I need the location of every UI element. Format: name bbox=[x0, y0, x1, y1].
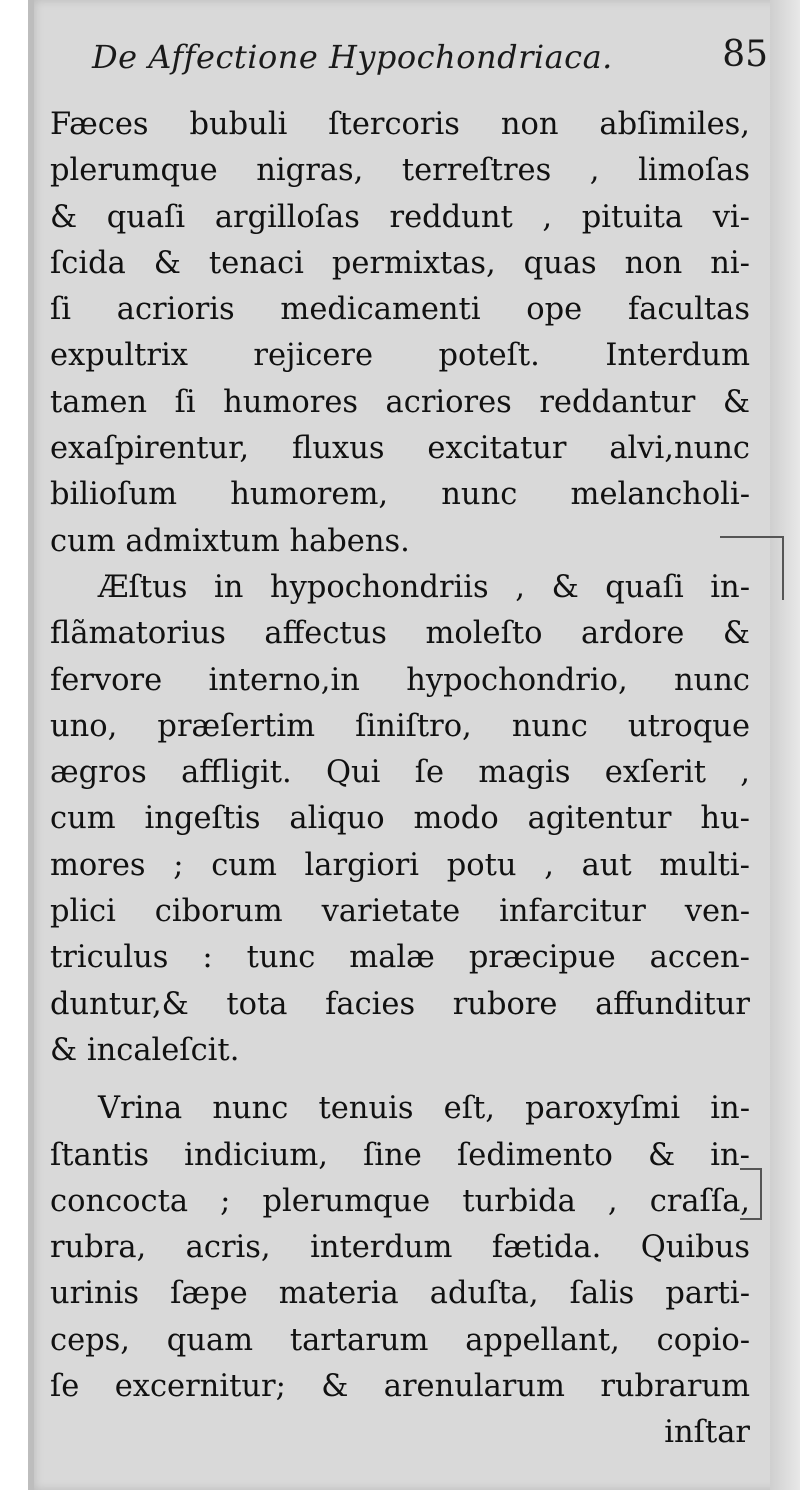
text-line: cum admixtum habens. bbox=[50, 523, 410, 559]
text-line: Vrina nunc tenuis eſt, paroxyſmi in- bbox=[98, 1091, 750, 1127]
text-line: uno, præſertim ſiniſtro, nunc utroque bbox=[50, 708, 750, 744]
text-line: triculus : tunc malæ præcipue accen- bbox=[50, 940, 750, 976]
paragraph-gap bbox=[50, 1074, 750, 1086]
catchword: inſtar bbox=[664, 1415, 750, 1451]
page-gutter-shadow bbox=[28, 0, 34, 1490]
text-line: rubra, acris, interdum fætida. Quibus bbox=[50, 1230, 750, 1266]
text-line: mores ; cum largiori potu , aut multi- bbox=[50, 847, 750, 883]
page-edge bbox=[770, 0, 800, 1490]
running-title: De Affectione Hypochondriaca. bbox=[92, 38, 613, 76]
text-line: bilioſum humorem, nunc melancholi- bbox=[50, 477, 750, 513]
text-line: & incaleſcit. bbox=[50, 1032, 240, 1068]
text-line: cum ingeſtis aliquo modo agitentur hu- bbox=[50, 801, 750, 837]
text-line: flãmatorius affectus moleſto ardore & bbox=[50, 616, 750, 652]
text-line: ſi acrioris medicamenti ope facultas bbox=[50, 292, 750, 328]
text-line: urinis ſæpe materia aduſta, ſalis parti- bbox=[50, 1276, 750, 1312]
text-line: duntur,& tota facies rubore affunditur bbox=[50, 986, 750, 1022]
paragraph bbox=[50, 1086, 750, 1410]
text-line: expultrix rejicere poteſt. Interdum bbox=[50, 338, 750, 374]
text-line: plerumque nigras, terreſtres , limoſas bbox=[50, 153, 750, 189]
text-line: fervore interno,in hypochondrio, nunc bbox=[50, 662, 750, 698]
page-number: 85 bbox=[722, 34, 768, 75]
page-header bbox=[92, 30, 782, 90]
text-line: Æſtus in hypochondriis , & quaſi in- bbox=[98, 569, 750, 605]
text-line: ſcida & tenaci permixtas, quas non ni- bbox=[50, 245, 750, 281]
text-line: ægros affligit. Qui ſe magis exſerit , bbox=[50, 755, 750, 791]
paragraph bbox=[50, 565, 750, 1074]
paragraph bbox=[50, 102, 750, 565]
text-line: ſe excernitur; & arenularum rubrarum bbox=[50, 1369, 750, 1405]
text-line: ſtantis indicium, ſine ſedimento & in- bbox=[50, 1137, 750, 1173]
text-line: plici ciborum varietate infarcitur ven- bbox=[50, 894, 750, 930]
text-line: concocta ; plerumque turbida , craſſa, bbox=[50, 1183, 750, 1219]
body-text bbox=[50, 102, 750, 1457]
text-line: Fæces bubuli ſtercoris non abſimiles, bbox=[50, 107, 750, 142]
text-line: exaſpirentur, fluxus excitatur alvi,nunc bbox=[50, 431, 750, 467]
text-line: tamen ſi humores acriores reddantur & bbox=[50, 384, 750, 420]
text-line: ceps, quam tartarum appellant, copio- bbox=[50, 1322, 750, 1358]
text-line: & quaſi argilloſas reddunt , pituita vi- bbox=[50, 199, 750, 235]
